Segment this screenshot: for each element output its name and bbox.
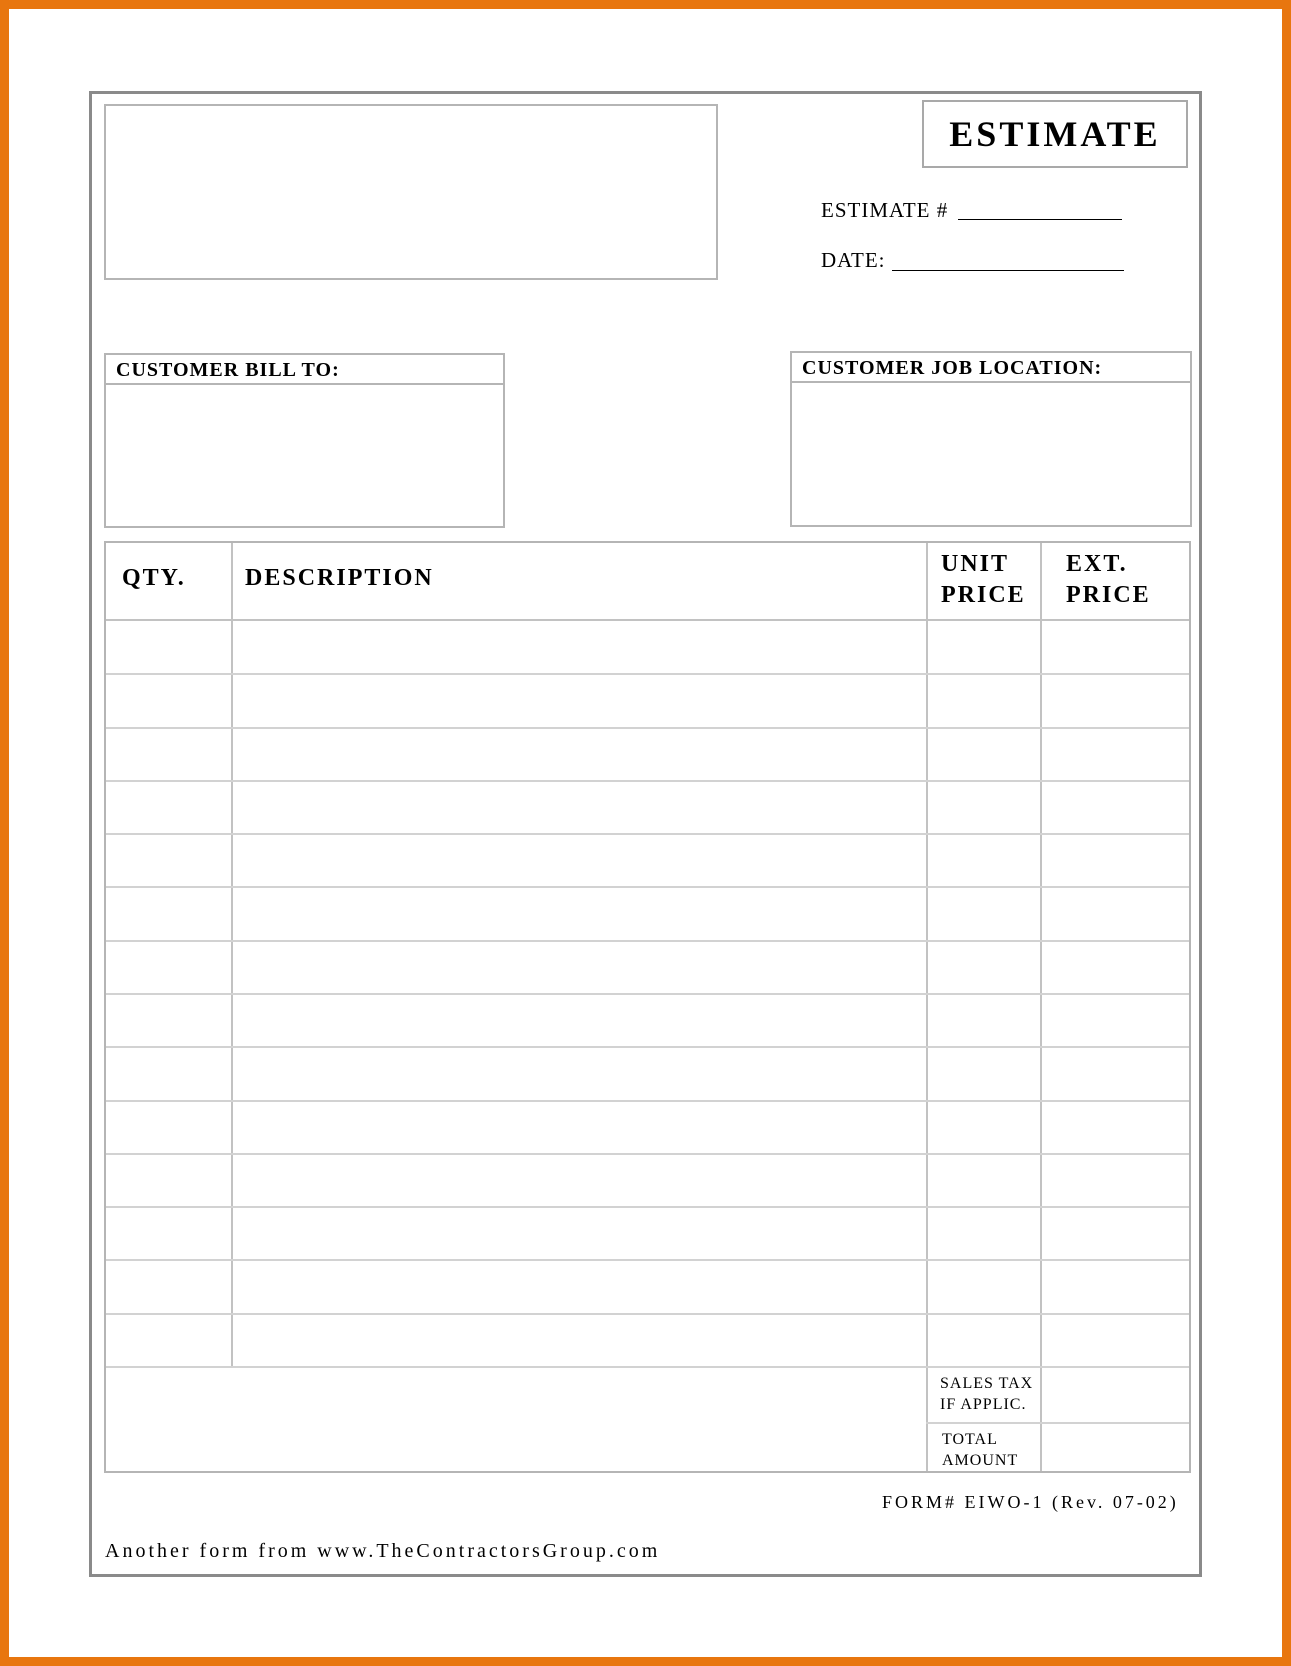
table-row[interactable] <box>106 780 1189 833</box>
footer-credit: Another form from www.TheContractorsGroup.com <box>105 1540 661 1562</box>
job-location-header <box>792 353 1190 383</box>
line-items-table <box>104 541 1191 1473</box>
row-divider <box>106 833 1189 835</box>
unit-price-header-line2: PRICE <box>941 582 1026 608</box>
bill-to-header <box>106 355 503 385</box>
table-row[interactable] <box>106 673 1189 726</box>
table-row[interactable] <box>106 620 1189 673</box>
unit-price-header <box>941 549 1026 611</box>
row-divider <box>106 673 1189 675</box>
row-divider <box>106 1153 1189 1155</box>
estimate-form <box>89 91 1202 1577</box>
notes-area[interactable] <box>106 1369 924 1471</box>
table-row[interactable] <box>106 1313 1189 1366</box>
sales-tax-label-line2: IF APPLIC. <box>940 1396 1027 1413</box>
summary-divider <box>106 1366 1189 1368</box>
form-number: FORM# EIWO-1 (Rev. 07-02) <box>882 1492 1179 1512</box>
table-row[interactable] <box>106 1100 1189 1153</box>
bill-to-box[interactable] <box>104 353 505 528</box>
row-divider <box>106 993 1189 995</box>
row-divider <box>106 940 1189 942</box>
ext-price-header <box>1066 549 1151 611</box>
sales-tax-field[interactable] <box>1043 1369 1189 1422</box>
table-row[interactable] <box>106 886 1189 939</box>
table-row[interactable] <box>106 993 1189 1046</box>
title-box <box>922 100 1188 168</box>
row-divider <box>106 1046 1189 1048</box>
job-location-label: CUSTOMER JOB LOCATION: <box>802 357 1103 379</box>
ext-price-header-line2: PRICE <box>1066 582 1151 608</box>
bill-to-label: CUSTOMER BILL TO: <box>116 359 340 381</box>
row-divider <box>106 727 1189 729</box>
form-title: ESTIMATE <box>949 114 1161 154</box>
table-row[interactable] <box>106 1153 1189 1206</box>
row-divider <box>106 1313 1189 1315</box>
table-row[interactable] <box>106 1259 1189 1312</box>
row-divider <box>106 1100 1189 1102</box>
table-row[interactable] <box>106 1046 1189 1099</box>
unit-price-header-line1: UNIT <box>941 551 1010 577</box>
table-row[interactable] <box>106 940 1189 993</box>
total-amount-label-line2: AMOUNT <box>942 1452 1019 1469</box>
date-field[interactable] <box>892 270 1124 271</box>
total-amount-field[interactable] <box>1043 1425 1189 1471</box>
row-divider <box>106 1259 1189 1261</box>
tax-total-divider <box>926 1422 1189 1424</box>
row-divider <box>106 780 1189 782</box>
description-header: DESCRIPTION <box>245 565 434 591</box>
row-divider <box>106 886 1189 888</box>
row-divider <box>106 1206 1189 1208</box>
job-location-box[interactable] <box>790 351 1192 527</box>
qty-header: QTY. <box>122 565 186 591</box>
sales-tax-label-line1: SALES TAX <box>940 1375 1034 1392</box>
sales-tax-label <box>940 1373 1033 1415</box>
ext-price-header-line1: EXT. <box>1066 551 1128 577</box>
table-row[interactable] <box>106 833 1189 886</box>
company-info-box[interactable] <box>104 104 718 280</box>
estimate-number-field[interactable] <box>958 219 1122 220</box>
total-amount-label <box>942 1429 1018 1471</box>
total-amount-label-line1: TOTAL <box>942 1431 998 1448</box>
table-row[interactable] <box>106 727 1189 780</box>
table-row[interactable] <box>106 1206 1189 1259</box>
estimate-number-label: ESTIMATE # <box>821 198 949 222</box>
date-label: DATE: <box>821 248 886 272</box>
